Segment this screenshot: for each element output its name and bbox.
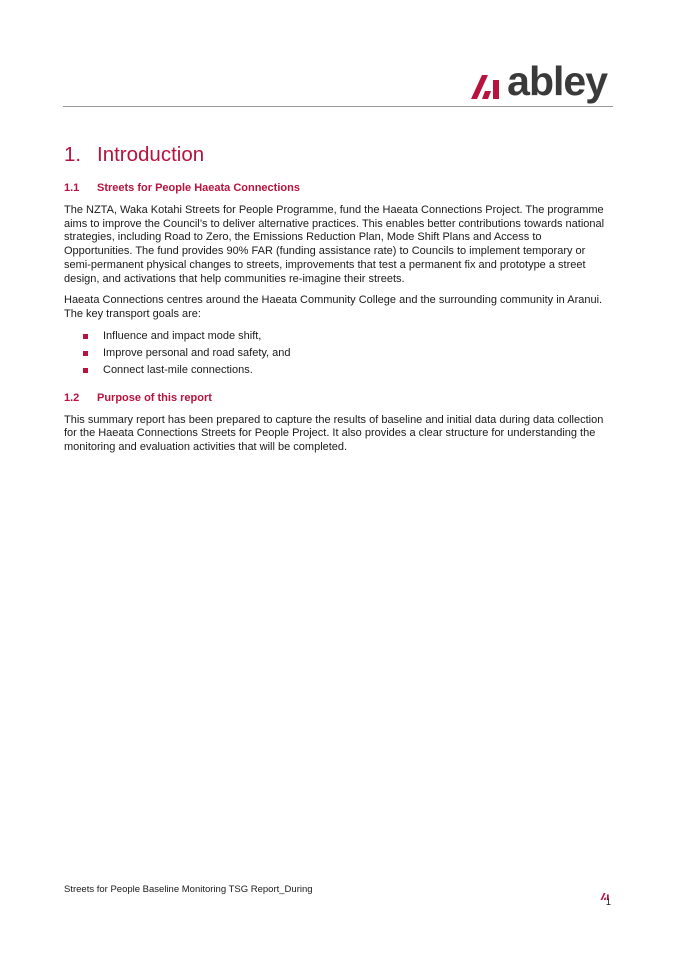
list-item-text: Influence and impact mode shift, [103,329,262,342]
list-item-text: Connect last-mile connections. [103,364,253,377]
section-title: Introduction [97,143,205,166]
list-item-text: Improve personal and road safety, and [103,346,291,359]
subsection-heading [64,181,612,195]
list-item [64,330,612,344]
body-paragraph: The NZTA, Waka Kotahi Streets for People Programme, fund the Haeata Connections Project. The programme aims to improve the Council’s to deliver alternative practices. This enables better contributions towards national strategies, including Road to Zero, the Emissions Reduction Plan, Mode Shift Plans and Access to Opportunities. The fund provides 90% FAR (funding assistance rate) to Councils to implement temporary or semi-permanent physical changes to streets, improvements that test a permanent fix and prototype a street design, and activations that help communities re-imagine their streets. [64,204,605,285]
abley-logo [471,57,607,104]
list-item [64,347,612,361]
bullet-square-icon [83,368,88,373]
body-paragraph: This summary report has been prepared to capture the results of baseline and initial data during data collection for the Haeata Connections Streets for People Project. It also provides a clear structure for understanding the monitoring and evaluation activities that will be completed. [64,413,604,454]
subsection-number: 1.2 [64,391,80,404]
goals-list [64,330,612,378]
footer-title: Streets for People Baseline Monitoring TSG Report_During [64,884,313,895]
logo-wordmark: abley [507,58,607,104]
page-content [64,142,612,463]
subsection-heading [64,391,612,405]
bullet-square-icon [83,334,88,339]
list-item [64,364,612,378]
section-heading [64,142,612,168]
page-number: 1 [605,897,611,908]
header-divider [63,106,613,107]
body-paragraph: Haeata Connections centres around the Haeata Community College and the surrounding community in Aranui. The key transport goals are: [64,294,603,320]
subsection-title: Purpose of this report [97,391,212,404]
subsection-number: 1.1 [64,182,80,194]
bullet-square-icon [83,351,88,356]
section-number: 1. [64,143,82,166]
subsection-title: Streets for People Haeata Connections [97,182,300,194]
ai-mark-icon [471,75,505,99]
